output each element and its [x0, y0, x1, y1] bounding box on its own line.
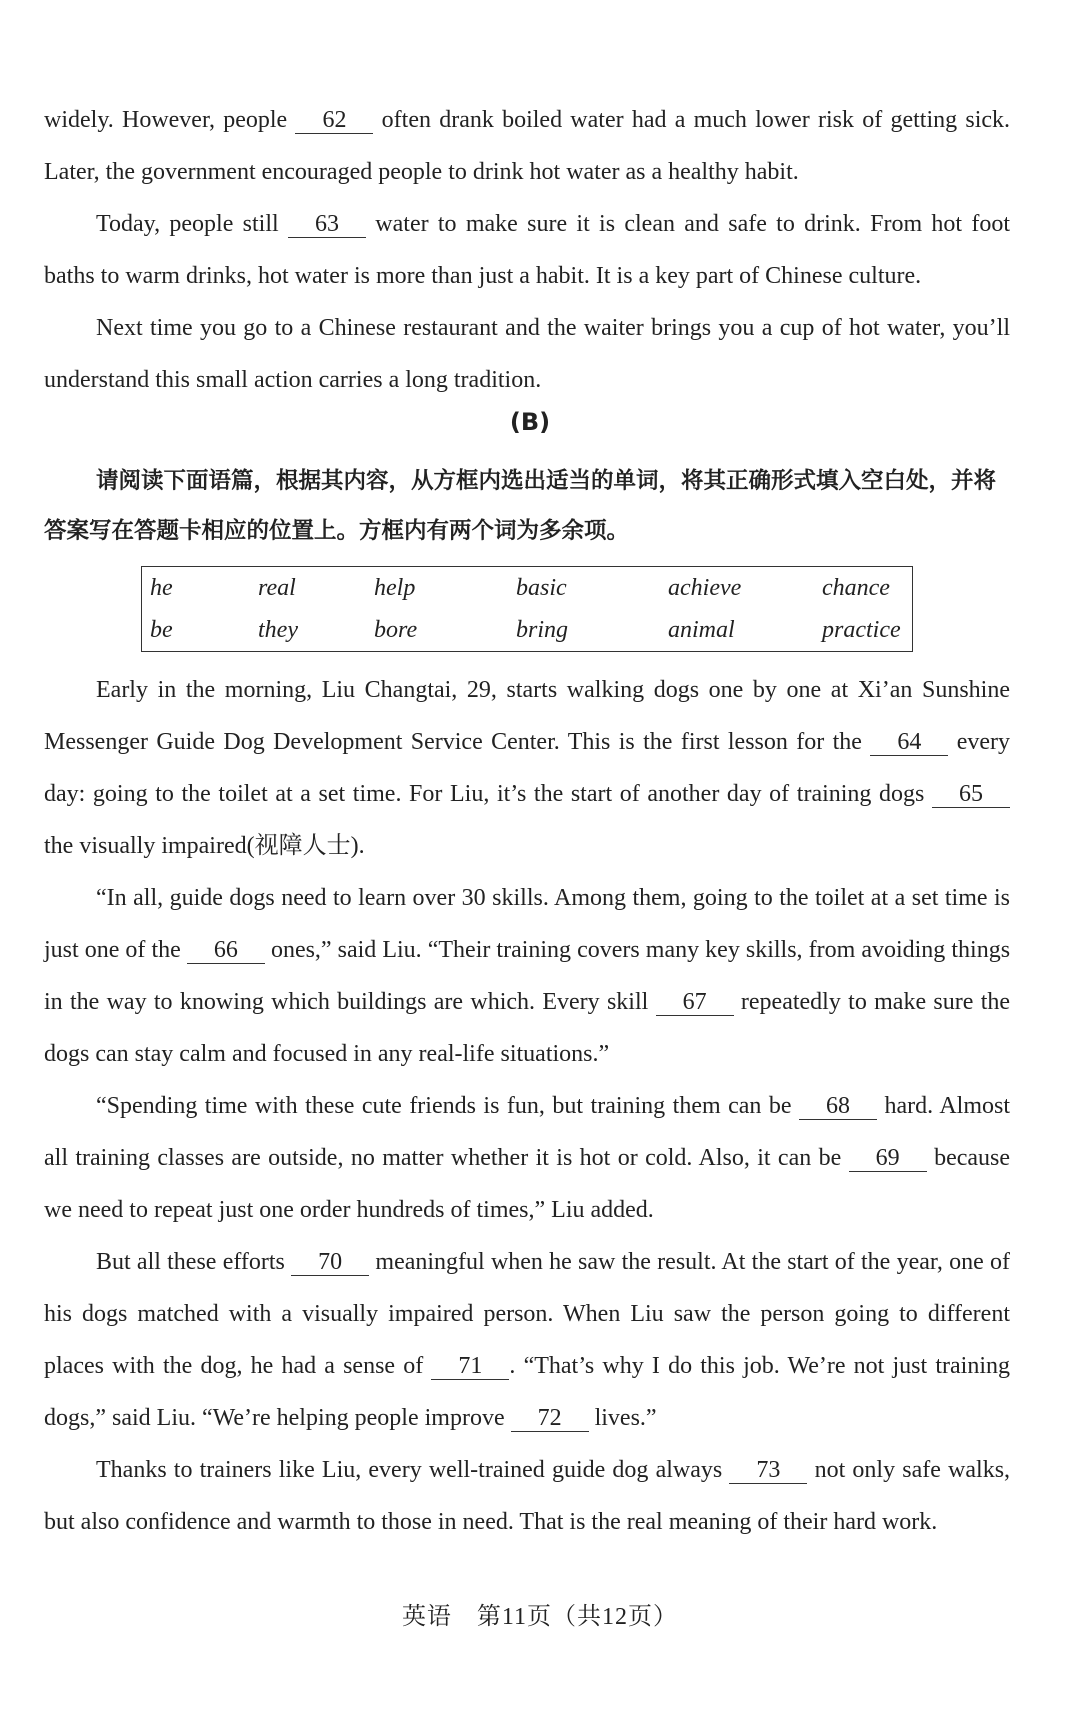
- blank-63: 63: [288, 211, 366, 238]
- blank-71: 71: [431, 1353, 509, 1380]
- blank-66: 66: [187, 937, 265, 964]
- word-option: animal: [668, 616, 735, 643]
- word-bank-box: [141, 566, 913, 652]
- blank-64: 64: [870, 729, 948, 756]
- passage-paragraph-4: But all these efforts 70 meaningful when he saw the result. At the start of the year, one of his dogs matched with a visually impaired person. When Liu saw the person going to different places with the dog, he had a sense of 71 . “That’s why I do this job. We’re not just training dogs,” said Liu. “We’re helping people improve 72 lives.”: [44, 1249, 1011, 1431]
- word-option: achieve: [668, 574, 742, 601]
- word-bank-row-2: [142, 609, 912, 651]
- word-bank-row-1: [142, 567, 912, 609]
- top-paragraph-2: Today, people still 63 water to make sure it is clean and safe to drink. From hot foot baths to warm drinks, hot water is more than just a habit. It is a key part of Chinese culture.: [44, 211, 1011, 289]
- page-footer: 英语 第11页（共12页）: [401, 1604, 679, 1630]
- blank-70: 70: [291, 1249, 369, 1276]
- blank-68: 68: [799, 1093, 877, 1120]
- blank-69: 69: [849, 1145, 927, 1172]
- passage-paragraph-1: Early in the morning, Liu Changtai, 29, starts walking dogs one by one at Xi’an Sunshine Messenger Guide Dog Development Service Center. This is the first lesson for the 64 every day: going to the toilet at a set time. For Liu, it’s the start of another day of training dogs 65 the visually impaired(视障人士).: [44, 677, 1011, 859]
- word-option: bring: [516, 616, 569, 643]
- word-option: he: [150, 574, 173, 601]
- passage-paragraph-2: “In all, guide dogs need to learn over 30 skills. Among them, going to the toilet at a set time is just one of the 66 ones,” said Liu. “Their training covers many key skills, from avoiding things in the way to knowing which buildings are which. Every skill 67 repeatedly to make sure the dogs can stay calm and focused in any real-life situations.”: [44, 885, 1011, 1067]
- word-option: help: [374, 574, 416, 601]
- blank-67: 67: [656, 989, 734, 1016]
- word-option: basic: [516, 574, 567, 601]
- passage-paragraph-5: Thanks to trainers like Liu, every well-trained guide dog always 73 not only safe walks, but also confidence and warmth to those in need. That is the real meaning of their hard work.: [44, 1457, 1011, 1535]
- top-paragraph-3: Next time you go to a Chinese restaurant and the waiter brings you a cup of hot water, you’ll understand this small action carries a long tradition.: [44, 315, 1010, 393]
- top-paragraph-1: widely. However, people 62 often drank boiled water had a much lower risk of getting sick. Later, the government encouraged people to drink hot water as a healthy habit.: [44, 107, 1011, 185]
- word-option: they: [258, 616, 298, 643]
- blank-62: 62: [295, 107, 373, 134]
- word-option: real: [258, 574, 296, 601]
- blank-65: 65: [932, 781, 1010, 808]
- word-option: chance: [822, 574, 890, 601]
- blank-73: 73: [729, 1457, 807, 1484]
- passage-paragraph-3: “Spending time with these cute friends is fun, but training them can be 68 hard. Almost all training classes are outside, no matter whether it is hot or cold. Also, it can be 69 because we need to repeat just one order hundreds of times,” Liu added.: [44, 1093, 1011, 1223]
- word-option: be: [150, 616, 173, 643]
- word-option: practice: [822, 616, 901, 643]
- blank-72: 72: [511, 1405, 589, 1432]
- section-title: (B): [509, 408, 551, 436]
- word-option: bore: [374, 616, 418, 643]
- instruction-text: 请阅读下面语篇，根据其内容，从方框内选出适当的单词，将其正确形式填入空白处，并将答案写在答题卡相应的位置上。方框内有两个词为多余项。: [44, 468, 997, 544]
